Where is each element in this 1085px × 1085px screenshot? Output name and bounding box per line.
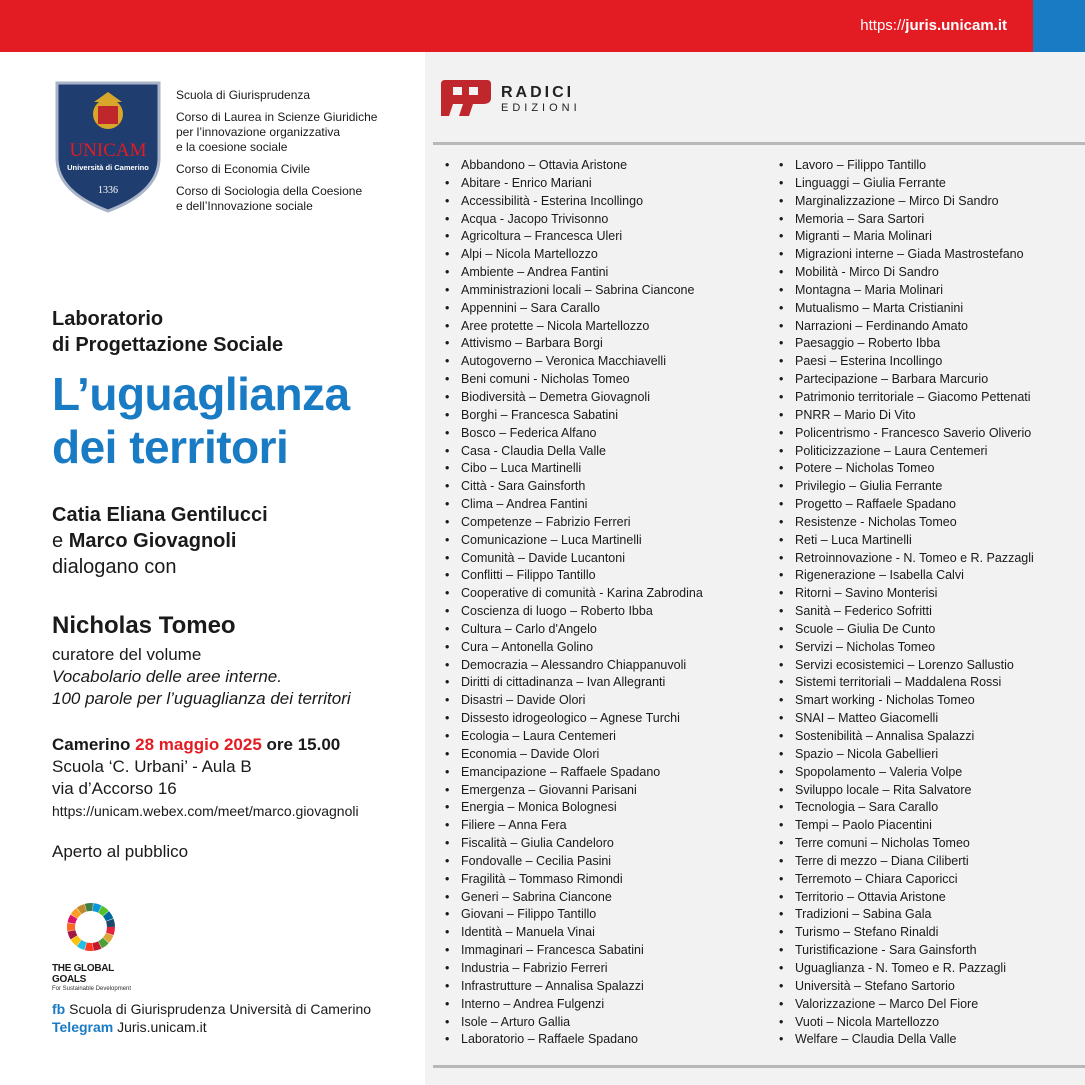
- list-item: • Bosco – Federica Alfano: [445, 425, 703, 443]
- list-item: • Democrazia – Alessandro Chiappanuvoli: [445, 657, 703, 675]
- event-address: via d’Accorso 16: [52, 779, 177, 798]
- course-economia-civile: Corso di Economia Civile: [176, 162, 311, 176]
- list-item: • Energia – Monica Bolognesi: [445, 799, 703, 817]
- list-item: • Privilegio – Giulia Ferrante: [779, 478, 1034, 496]
- word-list-right: [779, 157, 1034, 1049]
- list-item: • Progetto – Raffaele Spadano: [779, 496, 1034, 514]
- list-item: • Resistenze - Nicholas Tomeo: [779, 514, 1034, 532]
- publisher-sub: EDIZIONI: [501, 102, 581, 114]
- list-item: • Paesaggio – Roberto Ibba: [779, 335, 1034, 353]
- site-url-prefix: https://: [860, 17, 906, 34]
- list-item: • Tradizioni – Sabina Gala: [779, 906, 1034, 924]
- list-item: • Servizi – Nicholas Tomeo: [779, 639, 1034, 657]
- event-time: ore 15.00: [266, 735, 341, 754]
- list-item: • Migranti – Maria Molinari: [779, 228, 1034, 246]
- list-item: • Sostenibilità – Annalisa Spalazzi: [779, 728, 1034, 746]
- list-item: • Interno – Andrea Fulgenzi: [445, 996, 703, 1014]
- list-item: • Borghi – Francesca Sabatini: [445, 407, 703, 425]
- list-item: • Diritti di cittadinanza – Ivan Allegranti: [445, 674, 703, 692]
- list-item: • Sanità – Federico Sofritti: [779, 603, 1034, 621]
- list-item: • Servizi ecosistemici – Lorenzo Sallustio: [779, 657, 1034, 675]
- list-item: • Alpi – Nicola Martellozzo: [445, 246, 703, 264]
- global-goals-subtitle: For Sustainable Development: [52, 986, 132, 992]
- list-item: • Biodiversità – Demetra Giovagnoli: [445, 389, 703, 407]
- list-item: • Aree protette – Nicola Martellozzo: [445, 318, 703, 336]
- list-item: • Terre di mezzo – Diana Ciliberti: [779, 853, 1034, 871]
- event-city: Camerino: [52, 735, 131, 754]
- list-item: • Mobilità - Mirco Di Sandro: [779, 264, 1034, 282]
- list-item: • Spopolamento – Valeria Volpe: [779, 764, 1034, 782]
- list-item: • Competenze – Fabrizio Ferreri: [445, 514, 703, 532]
- logo-subtitle: Università di Camerino: [67, 163, 149, 172]
- speaker-2: Marco Giovagnoli: [68, 530, 237, 552]
- event-details: [52, 734, 359, 822]
- list-item: • Fondovalle – Cecilia Pasini: [445, 853, 703, 871]
- dialog-text: dialogano con: [52, 556, 177, 578]
- event-panel: [0, 52, 425, 1085]
- list-item: • Emancipazione – Raffaele Spadano: [445, 764, 703, 782]
- list-item: • Paesi – Esterina Incollingo: [779, 353, 1034, 371]
- list-item: • Cura – Antonella Golino: [445, 639, 703, 657]
- list-item: • Conflitti – Filippo Tantillo: [445, 567, 703, 585]
- guest-description: curatore del volume Vocabolario delle aree interne. 100 parole per l’uguaglianza dei territori: [52, 645, 351, 708]
- list-item: • Spazio – Nicola Gabellieri: [779, 746, 1034, 764]
- list-item: • Linguaggi – Giulia Ferrante: [779, 175, 1034, 193]
- list-item: • Lavoro – Filippo Tantillo: [779, 157, 1034, 175]
- list-item: • Acqua - Jacopo Trivisonno: [445, 211, 703, 229]
- list-item: • Sistemi territoriali – Maddalena Rossi: [779, 674, 1034, 692]
- list-item: • Isole – Arturo Gallia: [445, 1014, 703, 1032]
- lab-title: Laboratorio di Progettazione Sociale: [52, 308, 284, 356]
- list-item: • SNAI – Matteo Giacomelli: [779, 710, 1034, 728]
- list-item: • Infrastrutture – Annalisa Spalazzi: [445, 978, 703, 996]
- list-item: • PNRR – Mario Di Vito: [779, 407, 1034, 425]
- speakers: Catia Eliana Gentilucci e Marco Giovagnoli dialogano con: [52, 504, 268, 578]
- list-item: • Immaginari – Francesca Sabatini: [445, 942, 703, 960]
- list-item: • Abbandono – Ottavia Aristone: [445, 157, 703, 175]
- list-item: • Industria – Fabrizio Ferreri: [445, 960, 703, 978]
- speaker-1: Catia Eliana Gentilucci: [52, 504, 268, 526]
- list-item: • Marginalizzazione – Mirco Di Sandro: [779, 193, 1034, 211]
- list-item: • Ecologia – Laura Centemeri: [445, 728, 703, 746]
- list-item: • Dissesto idrogeologico – Agnese Turchi: [445, 710, 703, 728]
- site-url-domain: juris.unicam.it: [905, 17, 1007, 34]
- list-item: • Generi – Sabrina Ciancone: [445, 889, 703, 907]
- list-item: • Disastri – Davide Olori: [445, 692, 703, 710]
- global-goals-wheel-icon: [64, 900, 118, 954]
- bottom-divider: [433, 1065, 1085, 1068]
- list-item: • Casa - Claudia Della Valle: [445, 443, 703, 461]
- list-item: • Clima – Andrea Fantini: [445, 496, 703, 514]
- list-item: • Laboratorio – Raffaele Spadano: [445, 1031, 703, 1049]
- list-item: • Fiscalità – Giulia Candeloro: [445, 835, 703, 853]
- list-item: • Partecipazione – Barbara Marcurio: [779, 371, 1034, 389]
- list-item: • Economia – Davide Olori: [445, 746, 703, 764]
- list-item: • Terremoto – Chiara Caporicci: [779, 871, 1034, 889]
- unicam-logo-icon: [54, 80, 162, 214]
- course-sociologia: Corso di Sociologia della Coesione e dell’Innovazione sociale: [176, 184, 363, 213]
- list-item: • Emergenza – Giovanni Parisani: [445, 782, 703, 800]
- list-item: • Patrimonio territoriale – Giacomo Pettenati: [779, 389, 1034, 407]
- global-goals-title: THE GLOBAL GOALS: [52, 963, 114, 985]
- list-item: • Reti – Luca Martinelli: [779, 532, 1034, 550]
- top-divider: [433, 142, 1085, 145]
- logo-year: 1336: [98, 185, 118, 196]
- list-item: • Turismo – Stefano Rinaldi: [779, 924, 1034, 942]
- social-links: [52, 1000, 371, 1036]
- list-item: • Comunicazione – Luca Martinelli: [445, 532, 703, 550]
- list-item: • Filiere – Anna Fera: [445, 817, 703, 835]
- list-item: • Retroinnovazione - N. Tomeo e R. Pazzagli: [779, 550, 1034, 568]
- radici-mark-icon: [439, 78, 493, 118]
- list-item: • Giovani – Filippo Tantillo: [445, 906, 703, 924]
- radici-edizioni-logo: [439, 78, 581, 123]
- event-title: L’uguaglianza dei territori: [52, 368, 350, 473]
- facebook-link[interactable]: fb Scuola di Giurisprudenza Università di Camerino: [52, 1001, 372, 1017]
- list-item: • Abitare - Enrico Mariani: [445, 175, 703, 193]
- list-item: • Potere – Nicholas Tomeo: [779, 460, 1034, 478]
- list-item: • Cultura – Carlo d'Angelo: [445, 621, 703, 639]
- list-item: • Memoria – Sara Sartori: [779, 211, 1034, 229]
- list-item: • Policentrismo - Francesco Saverio Oliverio: [779, 425, 1034, 443]
- webex-link[interactable]: https://unicam.webex.com/meet/marco.giovagnoli: [52, 803, 359, 819]
- list-item: • Territorio – Ottavia Aristone: [779, 889, 1034, 907]
- school-courses: [176, 88, 416, 221]
- event-date: 28 maggio 2025: [135, 735, 262, 754]
- logo-name: UNICAM: [69, 140, 147, 161]
- course-scienze-giuridiche: Corso di Laurea in Scienze Giuridiche per l’innovazione organizzativa e la coesione sociale: [176, 110, 378, 154]
- vocabulary-panel: [425, 52, 1085, 1085]
- list-item: • Turistificazione - Sara Gainsforth: [779, 942, 1034, 960]
- list-item: • Cibo – Luca Martinelli: [445, 460, 703, 478]
- list-item: • Attivismo – Barbara Borgi: [445, 335, 703, 353]
- publisher-name: RADICI: [501, 84, 575, 101]
- list-item: • Montagna – Maria Molinari: [779, 282, 1034, 300]
- list-item: • Beni comuni - Nicholas Tomeo: [445, 371, 703, 389]
- list-item: • Sviluppo locale – Rita Salvatore: [779, 782, 1034, 800]
- list-item: • Valorizzazione – Marco Del Fiore: [779, 996, 1034, 1014]
- telegram-link[interactable]: Telegram Juris.unicam.it: [52, 1019, 207, 1035]
- list-item: • Politicizzazione – Laura Centemeri: [779, 443, 1034, 461]
- list-item: • Identità – Manuela Vinai: [445, 924, 703, 942]
- list-item: • Autogoverno – Veronica Macchiavelli: [445, 353, 703, 371]
- list-item: • Narrazioni – Ferdinando Amato: [779, 318, 1034, 336]
- list-item: • Cooperative di comunità - Karina Zabrodina: [445, 585, 703, 603]
- list-item: • Rigenerazione – Isabella Calvi: [779, 567, 1034, 585]
- event-venue: Scuola ‘C. Urbani’ - Aula B: [52, 757, 252, 776]
- list-item: • Mutualismo – Marta Cristianini: [779, 300, 1034, 318]
- list-item: • Ambiente – Andrea Fantini: [445, 264, 703, 282]
- list-item: • Agricoltura – Francesca Uleri: [445, 228, 703, 246]
- list-item: • Coscienza di luogo – Roberto Ibba: [445, 603, 703, 621]
- list-item: • Migrazioni interne – Giada Mastrostefano: [779, 246, 1034, 264]
- school-name: Scuola di Giurisprudenza: [176, 88, 311, 102]
- open-to-public: Aperto al pubblico: [52, 842, 189, 861]
- list-item: • Città - Sara Gainsforth: [445, 478, 703, 496]
- list-item: • Welfare – Claudia Della Valle: [779, 1031, 1034, 1049]
- site-url[interactable]: [860, 17, 1007, 34]
- list-item: • Vuoti – Nicola Martellozzo: [779, 1014, 1034, 1032]
- list-item: • Tecnologia – Sara Carallo: [779, 799, 1034, 817]
- word-list-left: [445, 157, 703, 1049]
- list-item: • Ritorni – Savino Monterisi: [779, 585, 1034, 603]
- list-item: • Amministrazioni locali – Sabrina Ciancone: [445, 282, 703, 300]
- list-item: • Fragilità – Tommaso Rimondi: [445, 871, 703, 889]
- list-item: • Università – Stefano Sartorio: [779, 978, 1034, 996]
- global-goals-logo: [52, 900, 142, 992]
- list-item: • Appennini – Sara Carallo: [445, 300, 703, 318]
- list-item: • Accessibilità - Esterina Incollingo: [445, 193, 703, 211]
- guest-name: Nicholas Tomeo: [52, 612, 236, 639]
- list-item: • Scuole – Giulia De Cunto: [779, 621, 1034, 639]
- list-item: • Tempi – Paolo Piacentini: [779, 817, 1034, 835]
- list-item: • Uguaglianza - N. Tomeo e R. Pazzagli: [779, 960, 1034, 978]
- list-item: • Comunità – Davide Lucantoni: [445, 550, 703, 568]
- list-item: • Terre comuni – Nicholas Tomeo: [779, 835, 1034, 853]
- list-item: • Smart working - Nicholas Tomeo: [779, 692, 1034, 710]
- top-banner: [0, 0, 1085, 52]
- blue-corner-block: [1033, 0, 1085, 52]
